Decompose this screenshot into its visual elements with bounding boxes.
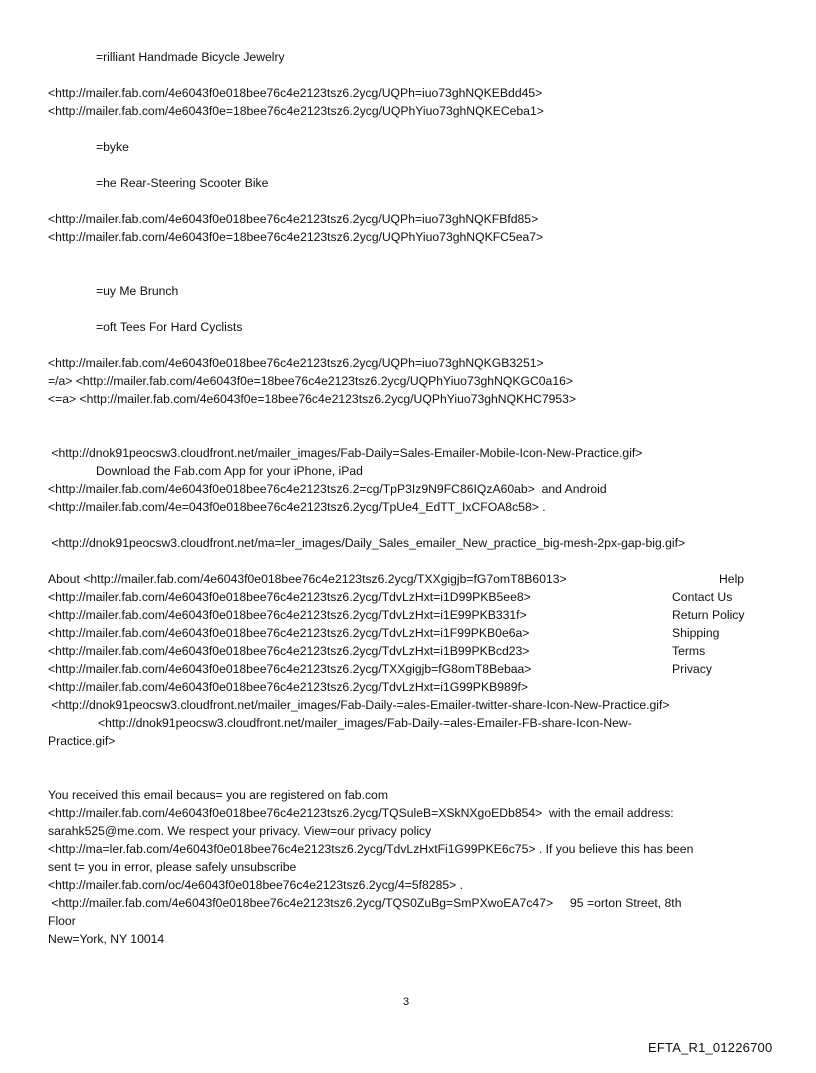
- footer-nav-link[interactable]: <http://mailer.fab.com/4e6043f0e018bee76c4e2123tsz6.2ycg/TdvLzHxt=i1E99PKB331f>: [48, 608, 527, 622]
- address-text: Floor: [48, 914, 76, 928]
- app-android-link[interactable]: <http://mailer.fab.com/4e=043f0e018bee76c4e2123tsz6.2ycg/TpUe4_EdTT_IxCFOA8c58> .: [48, 500, 546, 514]
- legal-link[interactable]: <http://mailer.fab.com/4e6043f0e018bee76c4e2123tsz6.2ycg/TQSuleB=XSkNXgoEDb854> with the email address:: [48, 806, 674, 820]
- footer-nav-label-privacy[interactable]: Privacy: [672, 662, 712, 676]
- product-link[interactable]: =/a> <http://mailer.fab.com/4e6043f0e=18bee76c4e2123tsz6.2ycg/UQPhYiuo73ghNQKGC0a16>: [48, 374, 573, 388]
- mesh-image-link[interactable]: <http://dnok91peocsw3.cloudfront.net/ma=ler_images/Daily_Sales_emailer_New_practice_big-mesh-2px-gap-big.gif>: [48, 536, 686, 550]
- unsubscribe-link[interactable]: <http://mailer.fab.com/oc/4e6043f0e018bee76c4e2123tsz6.2ycg/4=5f8285> .: [48, 878, 464, 892]
- product-title: =uy Me Brunch: [96, 284, 179, 298]
- product-subtitle: =he Rear-Steering Scooter Bike: [96, 176, 269, 190]
- address-link[interactable]: <http://mailer.fab.com/4e6043f0e018bee76c4e2123tsz6.2ycg/TQS0ZuBg=SmPXwoEA7c47> 95 =orton Street, 8th: [48, 896, 682, 910]
- product-link[interactable]: <http://mailer.fab.com/4e6043f0e018bee76c4e2123tsz6.2ycg/UQPh=iuo73ghNQKGB3251>: [48, 356, 544, 370]
- facebook-share-link[interactable]: <http://dnok91peocsw3.cloudfront.net/mailer_images/Fab-Daily-=ales-Emailer-FB-share-Icon-New-: [98, 716, 632, 730]
- footer-nav-link[interactable]: <http://mailer.fab.com/4e6043f0e018bee76c4e2123tsz6.2ycg/TdvLzHxt=i1G99PKB989f>: [48, 680, 529, 694]
- privacy-policy-link[interactable]: <http://ma=ler.fab.com/4e6043f0e018bee76c4e2123tsz6.2ycg/TdvLzHxtFi1G99PKE6c75> . If you believe this has been: [48, 842, 694, 856]
- footer-nav-link[interactable]: <http://mailer.fab.com/4e6043f0e018bee76c4e2123tsz6.2ycg/TdvLzHxt=i1D99PKB5ee8>: [48, 590, 531, 604]
- product-subtitle: =oft Tees For Hard Cyclists: [96, 320, 243, 334]
- document-id: EFTA_R1_01226700: [648, 1040, 773, 1055]
- footer-nav-label-help[interactable]: Help: [719, 572, 745, 586]
- app-iphone-link[interactable]: <http://mailer.fab.com/4e6043f0e018bee76c4e2123tsz6.2=cg/TpP3Iz9N9FC86IQzA60ab> and Android: [48, 482, 607, 496]
- footer-nav-link[interactable]: <http://mailer.fab.com/4e6043f0e018bee76c4e2123tsz6.2ycg/TXXgigjb=fG8omT8Bebaa>: [48, 662, 532, 676]
- footer-nav-label-contact[interactable]: Contact Us: [672, 590, 733, 604]
- footer-nav-link[interactable]: <http://mailer.fab.com/4e6043f0e018bee76c4e2123tsz6.2ycg/TdvLzHxt=i1F99PKB0e6a>: [48, 626, 530, 640]
- footer-nav-label-return-policy[interactable]: Return Policy: [672, 608, 745, 622]
- address-text: New=York, NY 10014: [48, 932, 165, 946]
- legal-text: sent t= you in error, please safely unsubscribe: [48, 860, 297, 874]
- footer-nav-label-terms[interactable]: Terms: [672, 644, 706, 658]
- footer-nav-link[interactable]: About <http://mailer.fab.com/4e6043f0e018bee76c4e2123tsz6.2ycg/TXXgigjb=fG7omT8B6013>: [48, 572, 567, 586]
- legal-text: sarahk525@me.com. We respect your privacy. View=our privacy policy: [48, 824, 432, 838]
- product-title: =rilliant Handmade Bicycle Jewelry: [96, 50, 285, 64]
- page-number: 3: [403, 996, 410, 1008]
- footer-nav-link[interactable]: <http://mailer.fab.com/4e6043f0e018bee76c4e2123tsz6.2ycg/TdvLzHxt=i1B99PKBcd23>: [48, 644, 530, 658]
- product-link[interactable]: <http://mailer.fab.com/4e6043f0e018bee76c4e2123tsz6.2ycg/UQPh=iuo73ghNQKFBfd85>: [48, 212, 539, 226]
- twitter-share-link[interactable]: <http://dnok91peocsw3.cloudfront.net/mailer_images/Fab-Daily-=ales-Emailer-twitter-share-Icon-New-Practice.gif>: [48, 698, 670, 712]
- facebook-share-link-cont[interactable]: Practice.gif>: [48, 734, 116, 748]
- product-link[interactable]: <http://mailer.fab.com/4e6043f0e=18bee76c4e2123tsz6.2ycg/UQPhYiuo73ghNQKECeba1>: [48, 104, 544, 118]
- footer-nav-label-shipping[interactable]: Shipping: [672, 626, 720, 640]
- product-link[interactable]: <=a> <http://mailer.fab.com/4e6043f0e=18bee76c4e2123tsz6.2ycg/UQPhYiuo73ghNQKHC7953>: [48, 392, 577, 406]
- app-promo-text: Download the Fab.com App for your iPhone, iPad: [96, 464, 363, 478]
- product-link[interactable]: <http://mailer.fab.com/4e6043f0e018bee76c4e2123tsz6.2ycg/UQPh=iuo73ghNQKEBdd45>: [48, 86, 543, 100]
- legal-text: You received this email becaus= you are registered on fab.com: [48, 788, 388, 802]
- product-link[interactable]: <http://mailer.fab.com/4e6043f0e=18bee76c4e2123tsz6.2ycg/UQPhYiuo73ghNQKFC5ea7>: [48, 230, 544, 244]
- product-title: =byke: [96, 140, 129, 154]
- app-icon-link[interactable]: <http://dnok91peocsw3.cloudfront.net/mailer_images/Fab-Daily=Sales-Emailer-Mobile-Icon-New-Practice.gif>: [48, 446, 643, 460]
